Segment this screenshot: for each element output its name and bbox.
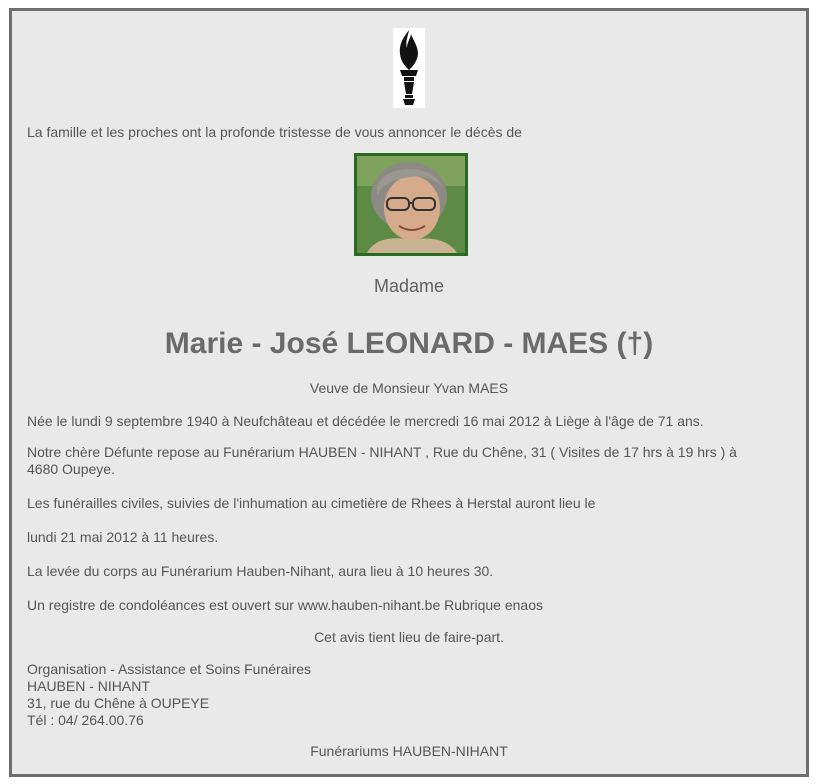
- organisation-block: [27, 661, 311, 729]
- body-lift-text: La levée du corps au Funérarium Hauben-Nihant, aura lieu à 10 heures 30.: [27, 563, 494, 579]
- deceased-name: Marie - José LEONARD - MAES (†): [164, 327, 654, 360]
- organisation-line: HAUBEN - NIHANT: [27, 678, 150, 694]
- notice-content: [27, 11, 791, 774]
- birth-death-text: Née le lundi 9 septembre 1940 à Neufchâteau et décédée le mercredi 16 mai 2012 à Liège à l'âge de 71 ans.: [27, 413, 704, 429]
- organisation-line: 31, rue du Chêne à OUPEYE: [27, 695, 210, 711]
- funeral-text: Les funérailles civiles, suivies de l'inhumation au cimetière de Rhees à Herstal auront lieu le: [27, 495, 596, 511]
- organisation-phone: Tél : 04/ 264.00.76: [27, 712, 144, 728]
- intro-text: La famille et les proches ont la profonde tristesse de vous annoncer le décès de: [27, 124, 522, 140]
- footer-text: Funérariums HAUBEN-NIHANT: [310, 743, 508, 759]
- widow-of: Veuve de Monsieur Yvan MAES: [309, 380, 509, 396]
- obituary-notice: [9, 8, 809, 777]
- portrait-photo: [354, 153, 468, 256]
- faire-part-text: Cet avis tient lieu de faire-part.: [314, 629, 504, 645]
- torch-icon: [393, 28, 425, 108]
- rest-text: Notre chère Défunte repose au Funérarium HAUBEN - NIHANT , Rue du Chêne, 31 ( Visites de 17 hrs à 19 hrs ) à 4680 Oupeye.: [27, 444, 737, 477]
- register-text: Un registre de condoléances est ouvert sur www.hauben-nihant.be Rubrique enaos: [27, 597, 543, 613]
- honorific: Madame: [373, 276, 445, 296]
- organisation-line: Organisation - Assistance et Soins Funéraires: [27, 661, 312, 677]
- funeral-date: lundi 21 mai 2012 à 11 heures.: [27, 529, 219, 545]
